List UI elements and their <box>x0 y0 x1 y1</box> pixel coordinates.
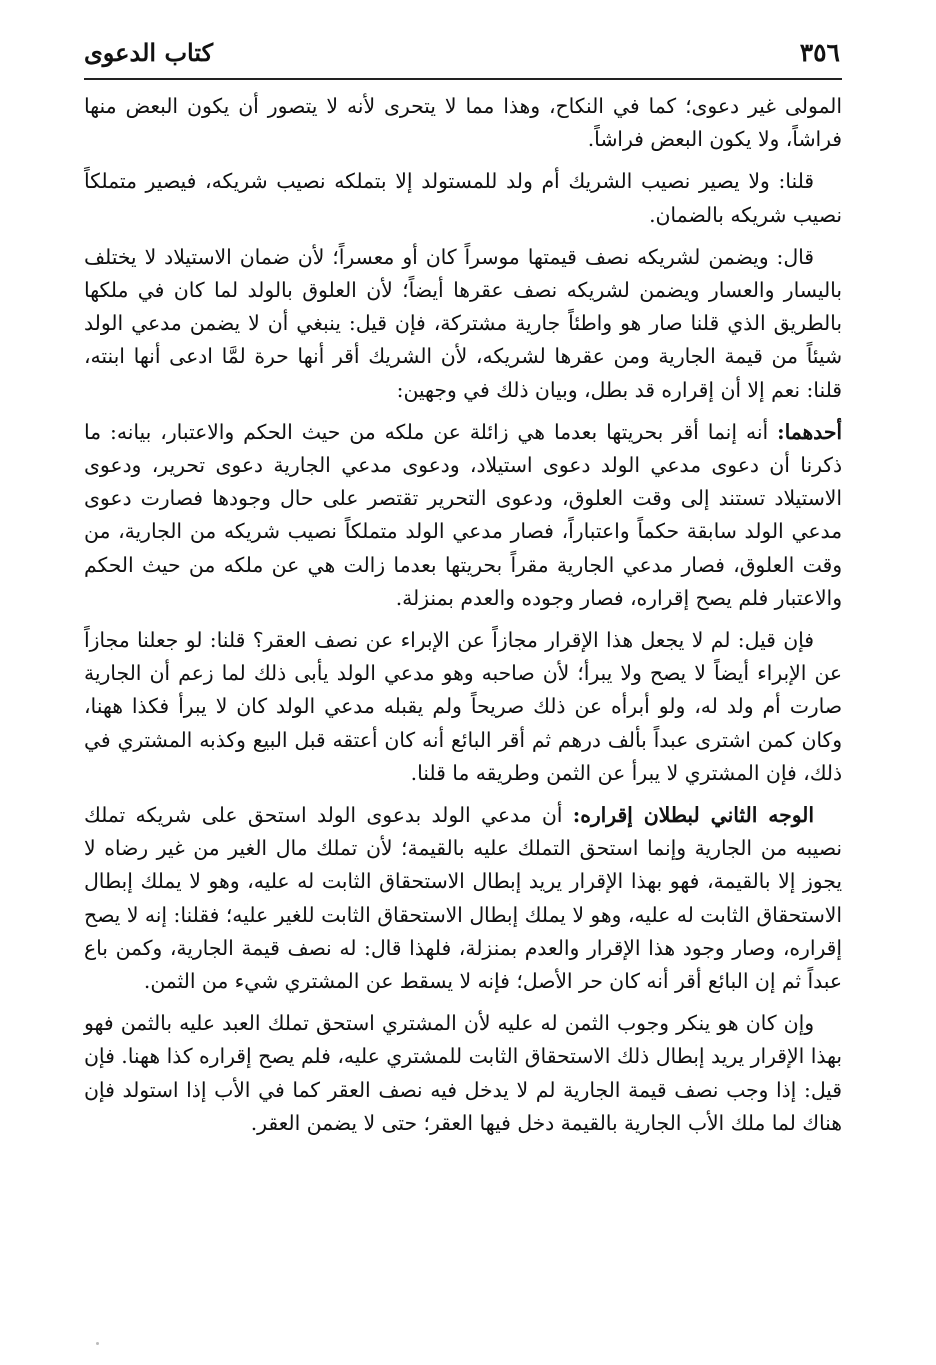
margin-speck <box>96 1342 99 1345</box>
paragraph-text: قلنا: ولا يصير نصيب الشريك أم ولد للمستولد إلا بتملكه نصيب شريكه، فيصير متملكاً نصيب شريكه بالضمان. <box>84 169 842 227</box>
paragraph-4 <box>84 416 842 615</box>
paragraph-1 <box>84 90 842 156</box>
paragraph-7 <box>84 1007 842 1140</box>
paragraph-text: أن مدعي الولد بدعوى الولد استحق على شريكه تملك نصيبه من الجارية وإنما استحق التملك عليه بالقيمة؛ لأن تملك مال الغير من غير رضاه لا يجوز إلا بالقيمة، فهو بهذا الإقرار يريد إبطال الاستحقاق الثابت له عليه، وهو لا يملك إبطال الاستحقاق الثابت له عليه، وهو لا يملك إبطال الاستحقاق الثابت للغير عليه؛ فقلنا: إنه لا يصح إقراره، وصار وجود هذا الإقرار والعدم بمنزلة، فلهذا قال: له نصف قيمة الجارية، وكمن باع عبداً ثم إن البائع أقر أنه كان حر الأصل؛ فإنه لا يسقط عن المشتري شيء من الثمن. <box>84 803 842 994</box>
paragraph-6 <box>84 799 842 998</box>
header-divider <box>84 78 842 80</box>
paragraph-text: قال: ويضمن لشريكه نصف قيمتها موسراً كان أو معسراً؛ لأن ضمان الاستيلاد لا يختلف باليسار والعسار ويضمن لشريكه نصف عقرها أيضاً؛ لأن العلوق بالولد لما كان في ملكها بالطريق الذي قلنا صار هو واطئاً جارية مشتركة، فإن قيل: ينبغي أن لا يضمن مدعي الولد شيئاً من قيمة الجارية ومن عقرها لشريكه، لأن الشريك أقر أنها حرة لمَّا ادعى أنها ابنته، قلنا: نعم إلا أن إقراره قد بطل، وبيان ذلك في وجهين: <box>84 244 842 402</box>
paragraph-5 <box>84 624 842 790</box>
paragraph-lead: أحدهما: <box>777 419 842 444</box>
paragraph-3 <box>84 241 842 407</box>
page-header <box>84 34 840 74</box>
paragraph-text: فإن قيل: لم لا يجعل هذا الإقرار مجازاً عن الإبراء عن نصف العقر؟ قلنا: لو جعلنا مجازاً عن الإبراء أيضاً لا يصح ولا يبرأ؛ لأن صاحبه وهو مدعي الولد يأبى ذلك لما زعم أن الجارية صارت أم ولد له، ولو أبرأه عن ذلك صريحاً ولم يقبله مدعي الولد كان لا يبرأ فكذا ههنا، وكان كمن اشترى عبداً بألف درهم ثم أقر البائع أنه كان أعتقه قبل البيع وكذبه المشتري في ذلك، فإن المشتري لا يبرأ عن الثمن وطريقه ما قلنا. <box>84 628 842 785</box>
paragraph-lead: الوجه الثاني لبطلان إقراره: <box>572 803 815 828</box>
book-title: كتاب الدعوى <box>84 38 214 67</box>
paragraph-text: المولى غير دعوى؛ كما في النكاح، وهذا مما لا يتحرى لأنه لا يتصور أن يكون البعض منها فراشاً، ولا يكون البعض فراشاً. <box>84 94 842 152</box>
paragraph-2 <box>84 165 842 231</box>
page-number: ٣٥٦ <box>799 38 840 67</box>
paragraph-text: وإن كان هو ينكر وجوب الثمن له عليه لأن المشتري استحق تملك العبد عليه بالثمن فهو بهذا الإقرار يريد إبطال ذلك الاستحقاق الثابت للمشتري عليه، فلم يصح إقراره كذا ههنا. فإن قيل: إذا وجب نصف قيمة الجارية لم لا يدخل فيه نصف العقر كما في الأب إذا استولد فإن هناك لما ملك الأب الجارية بالقيمة دخل فيها العقر؛ حتى لا يضمن العقر. <box>84 1011 842 1135</box>
paragraph-text: أنه إنما أقر بحريتها بعدما هي زائلة عن ملكه من حيث الحكم والاعتبار، بيانه: ما ذكرنا أن دعوى مدعي الولد دعوى استيلاد، ودعوى مدعي الجارية دعوى تحرير، ودعوى الاستيلاد تستند إلى وقت العلوق، ودعوى التحرير تقتصر على حال وجودها فصارت دعوى مدعي الولد سابقة حكماً واعتباراً، فصار مدعي الولد متملكاً نصيب شريكه من الجارية، من وقت العلوق، فصار مدعي الجارية مقراً بحريتها بعدما زالت هي عن ملكه من حيث الحكم والاعتبار فلم يصح إقراره، فصار وجوده والعدم بمنزلة. <box>84 419 842 610</box>
page-body <box>84 90 842 1149</box>
